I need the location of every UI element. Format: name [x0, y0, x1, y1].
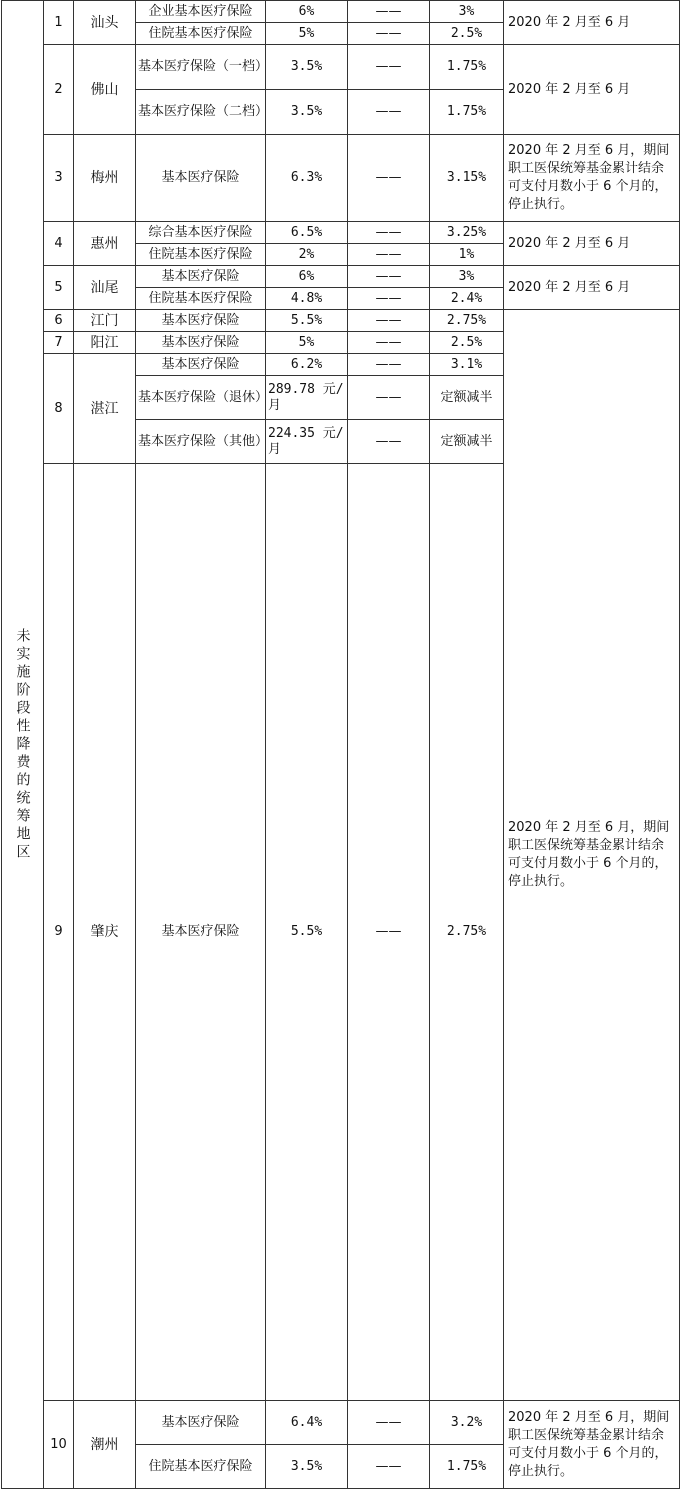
row-index: 1 — [44, 1, 74, 45]
dash-cell: —— — [348, 1445, 430, 1489]
dash-cell: —— — [348, 310, 430, 332]
city-name: 潮州 — [74, 1401, 136, 1489]
reduced-rate: 2.5% — [430, 332, 504, 354]
city-name: 佛山 — [74, 45, 136, 135]
original-rate: 2% — [266, 244, 348, 266]
insurance-type: 企业基本医疗保险 — [136, 1, 266, 23]
insurance-type: 住院基本医疗保险 — [136, 23, 266, 45]
dash-cell: —— — [348, 135, 430, 222]
reduced-rate: 3.15% — [430, 135, 504, 222]
insurance-type: 基本医疗保险（一档） — [136, 45, 266, 90]
original-rate: 6.2% — [266, 354, 348, 376]
city-name: 肇庆 — [74, 464, 136, 1401]
reduced-rate: 定额减半 — [430, 376, 504, 420]
dash-cell: —— — [348, 420, 430, 464]
original-rate: 224.35 元/月 — [266, 420, 348, 464]
dash-cell: —— — [348, 376, 430, 420]
reduced-rate: 2.75% — [430, 464, 504, 1401]
city-name: 梅州 — [74, 135, 136, 222]
reduced-rate: 1% — [430, 244, 504, 266]
row-index: 8 — [44, 354, 74, 464]
reduced-rate: 1.75% — [430, 45, 504, 90]
row-index: 6 — [44, 310, 74, 332]
reduced-rate: 定额减半 — [430, 420, 504, 464]
original-rate: 6% — [266, 1, 348, 23]
insurance-type: 基本医疗保险 — [136, 310, 266, 332]
insurance-type: 基本医疗保险（二档） — [136, 90, 266, 135]
insurance-type: 基本医疗保险 — [136, 354, 266, 376]
dash-cell: —— — [348, 354, 430, 376]
insurance-type: 住院基本医疗保险 — [136, 1445, 266, 1489]
reduced-rate: 3% — [430, 266, 504, 288]
reduced-rate: 2.5% — [430, 23, 504, 45]
row-index: 2 — [44, 45, 74, 135]
city-name: 湛江 — [74, 354, 136, 464]
reduced-rate: 3.1% — [430, 354, 504, 376]
dash-cell: —— — [348, 45, 430, 90]
period-note: 2020 年 2 月至 6 月 — [504, 222, 680, 266]
reduced-rate: 1.75% — [430, 1445, 504, 1489]
city-name: 汕尾 — [74, 266, 136, 310]
dash-cell: —— — [348, 90, 430, 135]
dash-cell: —— — [348, 1401, 430, 1445]
row-index: 4 — [44, 222, 74, 266]
period-note: 2020 年 2 月至 6 月，期间职工医保统筹基金累计结余可支付月数小于 6 个月的，停止执行。 — [504, 310, 680, 1401]
city-name: 汕头 — [74, 1, 136, 45]
region-label: 未实施阶段性降费的统筹地区 — [2, 1, 44, 1489]
original-rate: 6.5% — [266, 222, 348, 244]
dash-cell: —— — [348, 332, 430, 354]
original-rate: 5% — [266, 332, 348, 354]
dash-cell: —— — [348, 23, 430, 45]
period-note: 2020 年 2 月至 6 月 — [504, 1, 680, 45]
reduced-rate: 2.4% — [430, 288, 504, 310]
original-rate: 5.5% — [266, 464, 348, 1401]
dash-cell: —— — [348, 464, 430, 1401]
original-rate: 4.8% — [266, 288, 348, 310]
insurance-type: 基本医疗保险 — [136, 266, 266, 288]
insurance-type: 基本医疗保险（退休） — [136, 376, 266, 420]
original-rate: 3.5% — [266, 1445, 348, 1489]
row-index: 5 — [44, 266, 74, 310]
original-rate: 289.78 元/月 — [266, 376, 348, 420]
original-rate: 6.3% — [266, 135, 348, 222]
original-rate: 5% — [266, 23, 348, 45]
row-index: 3 — [44, 135, 74, 222]
city-name: 惠州 — [74, 222, 136, 266]
period-note: 2020 年 2 月至 6 月，期间职工医保统筹基金累计结余可支付月数小于 6 个月的，停止执行。 — [504, 135, 680, 222]
insurance-type: 综合基本医疗保险 — [136, 222, 266, 244]
dash-cell: —— — [348, 222, 430, 244]
insurance-type: 基本医疗保险 — [136, 332, 266, 354]
period-note: 2020 年 2 月至 6 月，期间职工医保统筹基金累计结余可支付月数小于 6 个月的，停止执行。 — [504, 1401, 680, 1489]
insurance-type: 住院基本医疗保险 — [136, 244, 266, 266]
original-rate: 5.5% — [266, 310, 348, 332]
dash-cell: —— — [348, 244, 430, 266]
row-index: 10 — [44, 1401, 74, 1489]
row-index: 9 — [44, 464, 74, 1401]
original-rate: 6% — [266, 266, 348, 288]
reduced-rate: 2.75% — [430, 310, 504, 332]
original-rate: 3.5% — [266, 45, 348, 90]
city-name: 江门 — [74, 310, 136, 332]
period-note: 2020 年 2 月至 6 月 — [504, 266, 680, 310]
reduced-rate: 3.25% — [430, 222, 504, 244]
original-rate: 3.5% — [266, 90, 348, 135]
reduced-rate: 1.75% — [430, 90, 504, 135]
insurance-type: 基本医疗保险 — [136, 1401, 266, 1445]
insurance-type: 基本医疗保险（其他） — [136, 420, 266, 464]
original-rate: 6.4% — [266, 1401, 348, 1445]
insurance-type: 基本医疗保险 — [136, 135, 266, 222]
dash-cell: —— — [348, 1, 430, 23]
dash-cell: —— — [348, 266, 430, 288]
rate-table — [1, 0, 680, 1489]
reduced-rate: 3% — [430, 1, 504, 23]
reduced-rate: 3.2% — [430, 1401, 504, 1445]
period-note: 2020 年 2 月至 6 月 — [504, 45, 680, 135]
insurance-type: 基本医疗保险 — [136, 464, 266, 1401]
city-name: 阳江 — [74, 332, 136, 354]
row-index: 7 — [44, 332, 74, 354]
insurance-type: 住院基本医疗保险 — [136, 288, 266, 310]
dash-cell: —— — [348, 288, 430, 310]
